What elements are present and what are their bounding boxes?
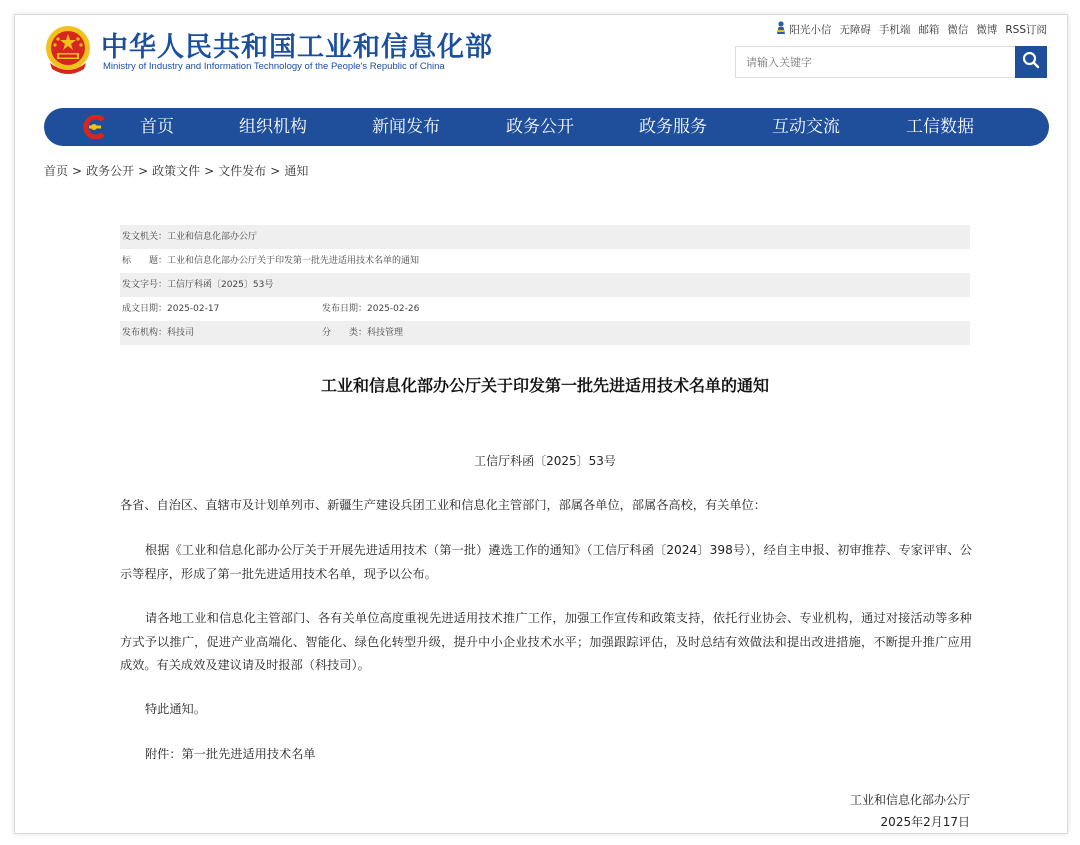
- page-frame: [14, 14, 1068, 834]
- top-link-weibo[interactable]: 微博: [976, 24, 998, 36]
- sign-date: 2025年2月17日: [880, 815, 970, 829]
- national-emblem-icon[interactable]: [44, 25, 92, 75]
- signer: 工业和信息化部办公厅: [849, 793, 970, 807]
- document-meta-table: [120, 225, 970, 345]
- addressee-paragraph: 各省、自治区、直辖市及计划单列市、新疆生产建设兵团工业和信息化主管部门，部属各单位，部属各高校，有关单位：: [120, 498, 766, 512]
- document-title: 工业和信息化部办公厅关于印发第一批先进适用技术名单的通知: [320, 376, 769, 395]
- breadcrumb-doc-release[interactable]: 文件发布: [218, 164, 267, 178]
- top-link-label[interactable]: 阳光小信: [789, 24, 832, 36]
- breadcrumb-separator: >: [270, 164, 281, 178]
- breadcrumb: [44, 162, 308, 179]
- closing-paragraph: 特此通知。: [145, 702, 206, 716]
- body-paragraph-1: 根据《工业和信息化部办公厅关于开展先进适用技术（第一批）遴选工作的通知》（工信厅科函〔2024〕398号），经自主申报、初审推荐、专家评审、公示等程序，形成了第一批先进适用技术名单，现予以公布。: [120, 543, 972, 581]
- breadcrumb-separator: >: [138, 164, 149, 178]
- miit-logo-icon[interactable]: [81, 115, 107, 139]
- body-paragraph-2: 请各地工业和信息化主管部门、各有关单位高度重视先进适用技术推广工作，加强工作宣传和政策支持，依托行业协会、专业机构，通过对接活动等多种方式予以推广，促进产业高端化、智能化、绿色化转型升级，提升中小企业技术水平；加强跟踪评估，及时总结有效做法和提出改进措施，不断提升推广应用成效。有关成效及建议请及时报部（科技司）。: [120, 611, 972, 672]
- meta-title: 标 题：工业和信息化部办公厅关于印发第一批先进适用技术名单的通知: [122, 256, 420, 266]
- nav-item-services[interactable]: 政务服务: [639, 117, 707, 137]
- breadcrumb-separator: >: [204, 164, 215, 178]
- meta-row: [120, 297, 970, 321]
- sunshine-person-icon: [776, 21, 786, 38]
- site-subtitle: Ministry of Industry and Information Technology of the People's Republic of China: [103, 61, 445, 72]
- meta-doc-number: 发文字号：工信厅科函〔2025〕53号: [122, 280, 274, 290]
- breadcrumb-policy-docs[interactable]: 政策文件: [152, 164, 201, 178]
- breadcrumb-home[interactable]: 首页: [44, 164, 69, 178]
- top-link-mailbox[interactable]: 邮箱: [918, 24, 940, 36]
- nav-item-interaction[interactable]: 互动交流: [772, 117, 840, 137]
- top-link-mobile[interactable]: 手机端: [878, 24, 911, 36]
- nav-item-government-affairs[interactable]: 政务公开: [506, 117, 574, 137]
- nav-item-data[interactable]: 工信数据: [906, 117, 974, 137]
- meta-row: [120, 273, 970, 297]
- search-icon: [1022, 51, 1040, 73]
- meta-issuer: 发文机关：工业和信息化部办公厅: [122, 232, 258, 242]
- breadcrumb-government-affairs[interactable]: 政务公开: [86, 164, 135, 178]
- search-box: [735, 46, 1047, 78]
- top-link-wechat[interactable]: 微信: [947, 24, 969, 36]
- nav-item-news[interactable]: 新闻发布: [372, 117, 440, 137]
- meta-created-date: 成文日期：2025-02-17: [122, 304, 220, 314]
- meta-row: [120, 321, 970, 345]
- meta-row: [120, 249, 970, 273]
- search-input[interactable]: [736, 47, 1014, 77]
- breadcrumb-notice[interactable]: 通知: [284, 164, 309, 178]
- main-nav: [44, 108, 1049, 146]
- top-link-sunshine[interactable]: [776, 21, 831, 38]
- meta-row: [120, 225, 970, 249]
- top-links: [776, 21, 1047, 38]
- search-button[interactable]: [1015, 46, 1047, 78]
- meta-category: 分 类：科技管理: [322, 328, 404, 338]
- meta-organization: 发布机构：科技司: [122, 328, 195, 338]
- nav-item-organization[interactable]: 组织机构: [239, 117, 307, 137]
- nav-item-home[interactable]: 首页: [140, 117, 174, 137]
- top-link-accessibility[interactable]: 无障碍: [839, 24, 871, 36]
- attachment-link[interactable]: 附件：第一批先进适用技术名单: [145, 747, 316, 761]
- meta-published-date: 发布日期：2025-02-26: [322, 304, 420, 314]
- document-number: 工信厅科函〔2025〕53号: [474, 454, 616, 468]
- site-title[interactable]: 中华人民共和国工业和信息化部: [101, 32, 493, 63]
- top-link-rss[interactable]: RSS订阅: [1005, 24, 1047, 36]
- breadcrumb-separator: >: [72, 164, 83, 178]
